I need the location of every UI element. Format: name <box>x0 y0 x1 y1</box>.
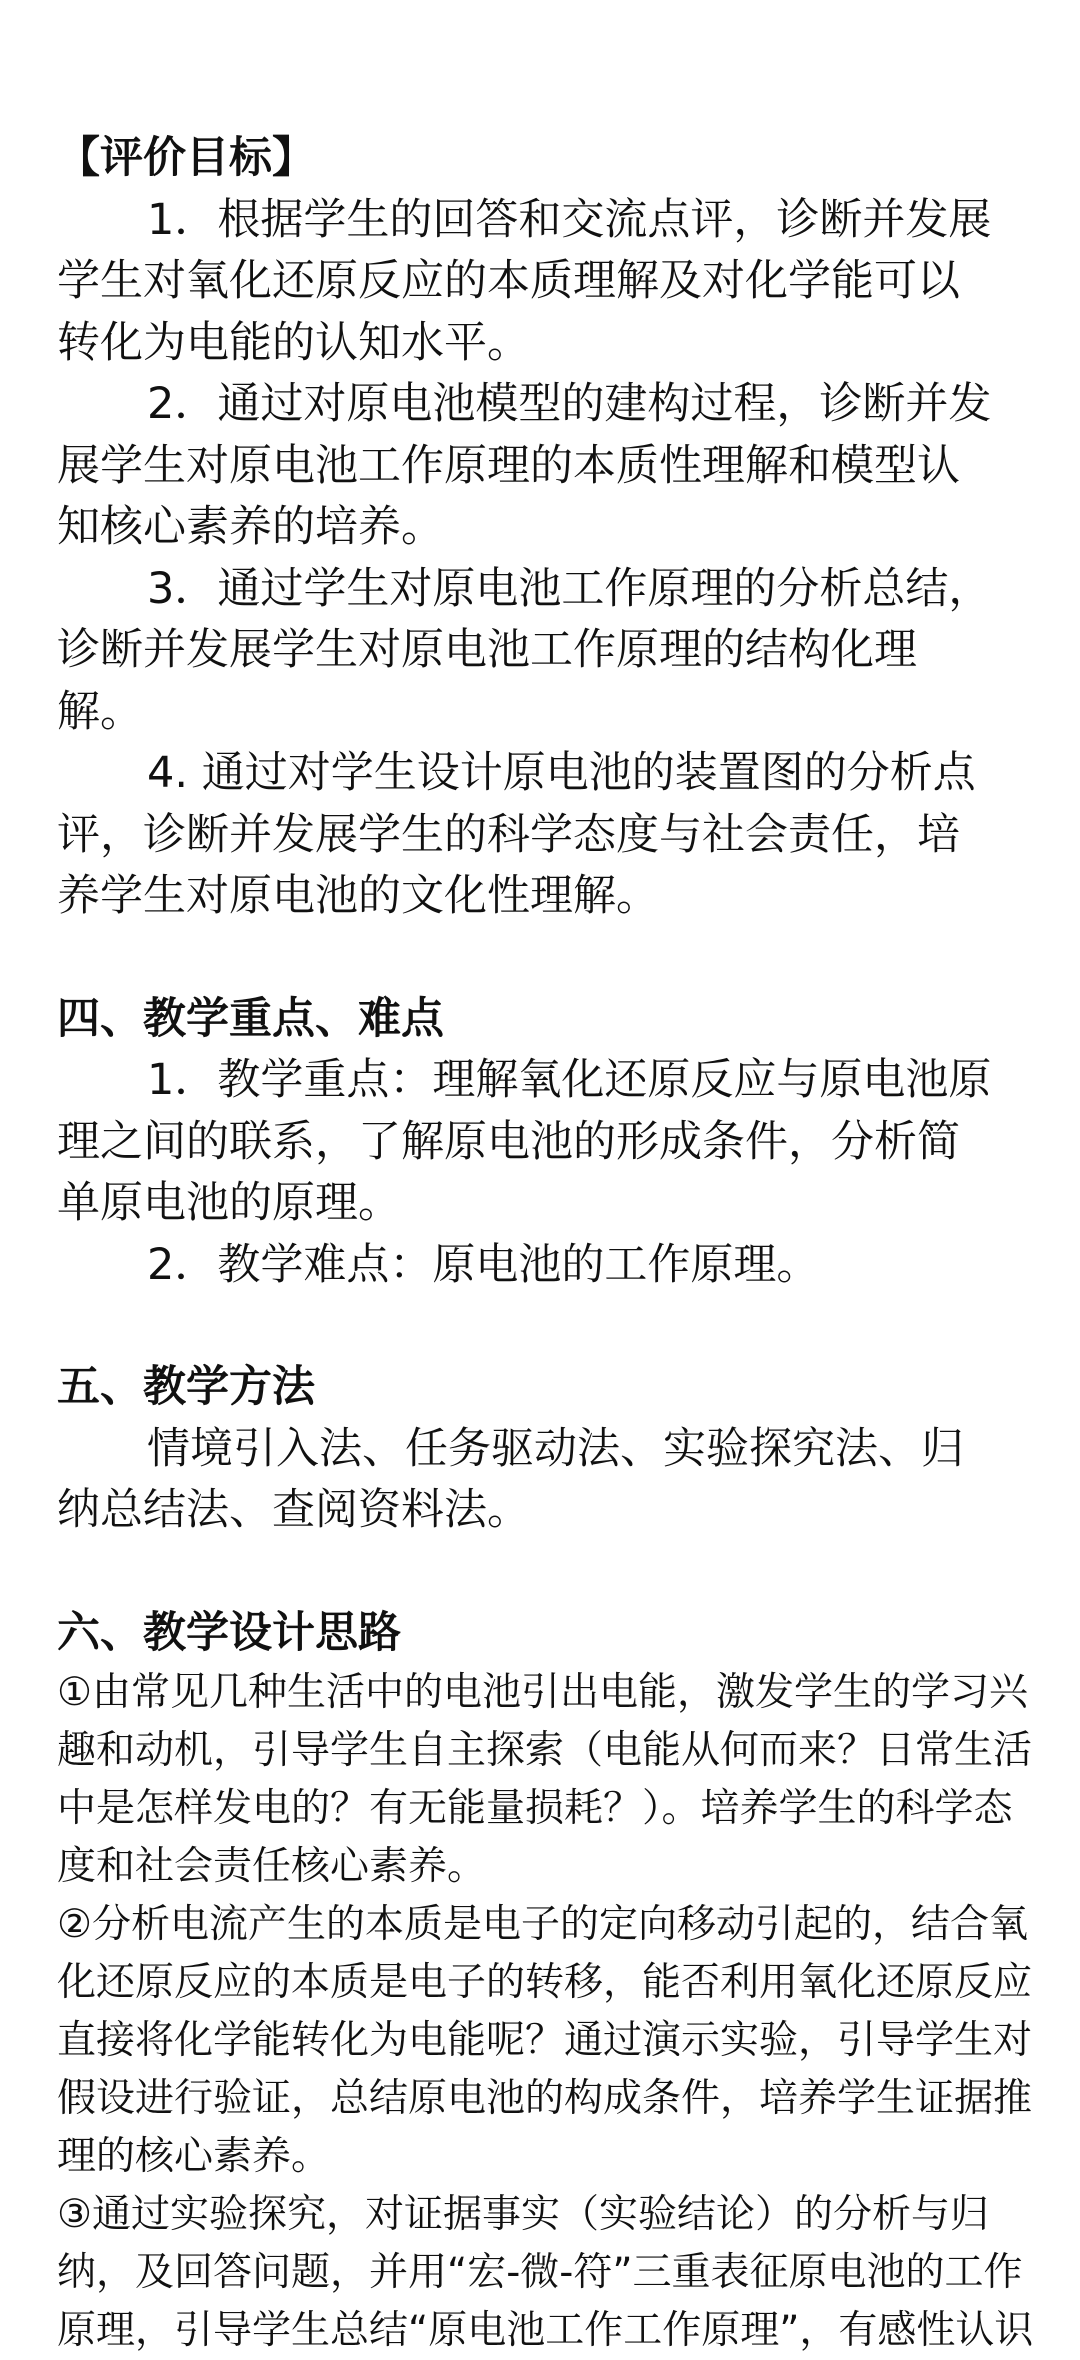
eval-goal-item-3 <box>57 559 1037 744</box>
design-ideas-section <box>57 1603 1037 2360</box>
key-points-section <box>57 989 1037 1297</box>
text-line: 学生对氧化还原反应的本质理解及对化学能可以 <box>57 251 1037 313</box>
eval-goal-item-4 <box>57 743 1037 928</box>
text-line: 知核心素养的培养。 <box>57 497 1037 559</box>
eval-goals-title: 【评价目标】 <box>57 128 1037 190</box>
text-line: 趣和动机，引导学生自主探索（电能从何而来？日常生活 <box>57 1722 1037 1780</box>
text-line: 转化为电能的认知水平。 <box>57 313 1037 375</box>
text-line: 理的核心素养。 <box>57 2128 1037 2186</box>
text-line: 2．通过对原电池模型的建构过程，诊断并发 <box>57 374 1037 436</box>
spacer <box>57 928 1037 989</box>
text-line: 情境引入法、任务驱动法、实验探究法、归 <box>57 1419 1037 1481</box>
text-line: 1．根据学生的回答和交流点评，诊断并发展 <box>57 190 1037 252</box>
text-line: 化还原反应的本质是电子的转移，能否利用氧化还原反应 <box>57 1954 1037 2012</box>
eval-goal-item-2 <box>57 374 1037 559</box>
text-line: 度和社会责任核心素养。 <box>57 1838 1037 1896</box>
text-line: 单原电池的原理。 <box>57 1173 1037 1235</box>
spacer <box>57 1542 1037 1603</box>
text-line: 1．教学重点：理解氧化还原反应与原电池原 <box>57 1050 1037 1112</box>
text-line: ②分析电流产生的本质是电子的定向移动引起的，结合氧 <box>57 1896 1037 1954</box>
text-line: ③通过实验探究，对证据事实（实验结论）的分析与归 <box>57 2186 1037 2244</box>
text-line: ①由常见几种生活中的电池引出电能，激发学生的学习兴 <box>57 1664 1037 1722</box>
text-line: 纳，及回答问题，并用“宏-微-符”三重表征原电池的工作 <box>57 2244 1037 2302</box>
eval-goals-section <box>57 128 1037 928</box>
text-line: 原理，引导学生总结“原电池工作工作原理”，有感性认识 <box>57 2302 1037 2360</box>
text-line: 中是怎样发电的？有无能量损耗？）。培养学生的科学态 <box>57 1780 1037 1838</box>
text-line: 2．教学难点：原电池的工作原理。 <box>57 1235 1037 1297</box>
text-line: 解。 <box>57 682 1037 744</box>
section-heading: 六、教学设计思路 <box>57 1603 1037 1665</box>
document-page <box>57 128 1037 2360</box>
key-point-item-1 <box>57 1050 1037 1235</box>
text-line: 直接将化学能转化为电能呢？通过演示实验，引导学生对 <box>57 2012 1037 2070</box>
eval-goal-item-1 <box>57 190 1037 375</box>
text-line: 评，诊断并发展学生的科学态度与社会责任，培 <box>57 805 1037 867</box>
spacer <box>57 1296 1037 1357</box>
text-line: 3．通过学生对原电池工作原理的分析总结， <box>57 559 1037 621</box>
text-line: 4. 通过对学生设计原电池的装置图的分析点 <box>57 743 1037 805</box>
text-line: 展学生对原电池工作原理的本质性理解和模型认 <box>57 436 1037 498</box>
text-line: 假设进行验证，总结原电池的构成条件，培养学生证据推 <box>57 2070 1037 2128</box>
teaching-methods-section <box>57 1357 1037 1542</box>
text-line: 诊断并发展学生对原电池工作原理的结构化理 <box>57 620 1037 682</box>
design-paragraph-2 <box>57 1896 1037 2186</box>
design-paragraph-1 <box>57 1664 1037 1896</box>
key-point-item-2 <box>57 1235 1037 1297</box>
section-heading: 五、教学方法 <box>57 1357 1037 1419</box>
text-line: 养学生对原电池的文化性理解。 <box>57 866 1037 928</box>
text-line: 理之间的联系，了解原电池的形成条件，分析简 <box>57 1112 1037 1174</box>
text-line: 纳总结法、查阅资料法。 <box>57 1480 1037 1542</box>
section-heading: 四、教学重点、难点 <box>57 989 1037 1051</box>
design-paragraph-3 <box>57 2186 1037 2360</box>
